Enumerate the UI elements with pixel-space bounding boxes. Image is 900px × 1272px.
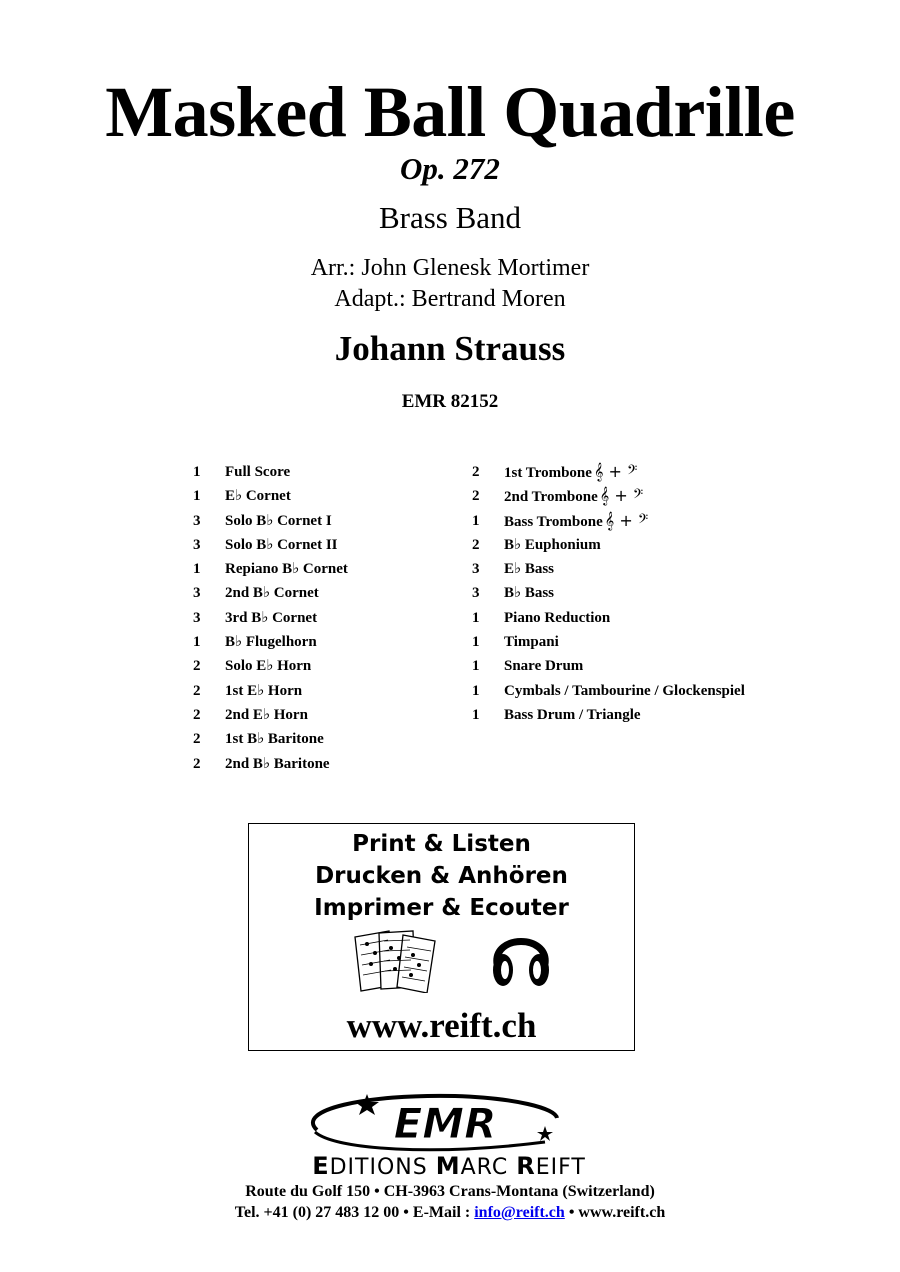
- part-name: [225, 583, 319, 603]
- part-name: [504, 535, 601, 555]
- logo-text: EMR: [393, 1099, 497, 1148]
- part-name: [225, 608, 317, 628]
- part-quantity: 2: [472, 488, 480, 505]
- part-row: [472, 681, 792, 705]
- part-row: [193, 608, 453, 632]
- part-row: [472, 462, 792, 486]
- part-quantity: 2: [472, 464, 480, 480]
- publisher-name-e: E: [312, 1152, 330, 1180]
- part-name: [504, 511, 648, 532]
- promo-line-2: Drucken & Anhören: [315, 863, 568, 889]
- part-row: [193, 462, 453, 486]
- part-row: [193, 656, 453, 680]
- part-row: [193, 583, 453, 607]
- part-name: [225, 486, 291, 506]
- clef-icon: 𝄞 + 𝄢: [604, 510, 649, 530]
- part-name: [504, 656, 583, 676]
- part-row: [193, 729, 453, 753]
- part-name-text: Snare Drum: [504, 658, 584, 675]
- publisher-name-arc: ARC: [460, 1155, 517, 1180]
- arranger: Arr.: John Glenesk Mortimer: [310, 255, 590, 281]
- part-name-text: B♭ Euphonium: [504, 536, 601, 553]
- part-quantity: 1: [193, 464, 201, 480]
- part-row: [193, 535, 453, 559]
- publisher-name-ditions: DITIONS: [329, 1155, 436, 1180]
- part-name: [504, 632, 559, 652]
- promo-line-3: Imprimer & Ecouter: [314, 895, 569, 921]
- part-quantity: 2: [193, 731, 201, 748]
- part-quantity: 1: [472, 706, 480, 723]
- print-listen-box: [248, 823, 635, 1051]
- part-name: [504, 583, 554, 603]
- sheet-music-icon: [351, 927, 441, 993]
- part-row: [472, 486, 792, 510]
- part-row: [472, 583, 792, 607]
- part-quantity: 3: [472, 561, 480, 578]
- part-name: [504, 681, 745, 701]
- part-row: [193, 632, 453, 656]
- part-quantity: 1: [472, 658, 480, 675]
- part-name-text: Piano Reduction: [504, 609, 611, 626]
- part-quantity: 3: [193, 512, 201, 529]
- part-quantity: 1: [193, 634, 201, 651]
- part-name: [225, 511, 332, 531]
- publisher-address: Route du Golf 150 • CH-3963 Crans-Montana (Switzerland): [245, 1183, 655, 1200]
- part-name-text: B♭ Bass: [504, 585, 555, 602]
- part-quantity: 1: [472, 609, 480, 626]
- part-row: [472, 656, 792, 680]
- part-row: [472, 608, 792, 632]
- clef-icon: 𝄞 + 𝄢: [593, 462, 638, 481]
- promo-website[interactable]: www.reift.ch: [346, 1006, 537, 1045]
- part-name-text: 2nd Trombone: [504, 489, 598, 506]
- part-name-text: B♭ Flugelhorn: [225, 634, 317, 651]
- part-quantity: 3: [193, 585, 201, 602]
- part-name-text: E♭ Cornet: [225, 488, 291, 505]
- composer: Johann Strauss: [334, 329, 566, 368]
- clef-icon: 𝄞 + 𝄢: [599, 486, 644, 506]
- part-row: [472, 511, 792, 535]
- part-name: [504, 559, 554, 579]
- part-row: [193, 754, 453, 778]
- part-row: [472, 559, 792, 583]
- part-name: [225, 535, 338, 555]
- part-name: [504, 486, 643, 507]
- part-name: [225, 462, 290, 482]
- publisher-name-eift: EIFT: [535, 1155, 586, 1180]
- part-quantity: 2: [193, 682, 201, 699]
- part-name-text: Repiano B♭ Cornet: [225, 561, 348, 578]
- part-name-text: 1st B♭ Baritone: [225, 731, 324, 748]
- part-quantity: 3: [193, 536, 201, 553]
- part-row: [193, 559, 453, 583]
- part-name-text: Solo E♭ Horn: [225, 658, 312, 675]
- part-name-text: Cymbals / Tambourine / Glockenspiel: [504, 682, 745, 699]
- part-name-text: Bass Trombone: [504, 513, 603, 530]
- part-quantity: 2: [193, 658, 201, 675]
- publisher-name: [253, 1154, 645, 1180]
- part-quantity: 2: [193, 755, 201, 772]
- part-name: [225, 705, 308, 725]
- part-name: [504, 705, 641, 725]
- part-quantity: 3: [193, 609, 201, 626]
- parts-list-right: [472, 462, 792, 729]
- part-name: [225, 559, 348, 579]
- headphones-icon: [489, 924, 553, 990]
- part-quantity: 1: [472, 682, 480, 699]
- part-name: [225, 632, 317, 652]
- part-quantity: 1: [193, 561, 201, 578]
- part-name: [504, 608, 610, 628]
- part-name: [225, 754, 330, 774]
- part-name: [504, 462, 637, 483]
- part-name-text: E♭ Bass: [504, 561, 555, 578]
- part-row: [193, 705, 453, 729]
- publisher-name-m: M: [435, 1152, 461, 1180]
- part-quantity: 2: [193, 706, 201, 723]
- part-row: [193, 681, 453, 705]
- part-name-text: 3rd B♭ Cornet: [225, 609, 318, 626]
- part-quantity: 1: [472, 512, 480, 529]
- part-name-text: Solo B♭ Cornet I: [225, 512, 332, 529]
- website-text[interactable]: • www.reift.ch: [564, 1204, 666, 1221]
- publisher-contact: [0, 1203, 900, 1223]
- adapter: Adapt.: Bertrand Moren: [334, 286, 566, 312]
- catalog-number: EMR 82152: [401, 391, 499, 412]
- email-link[interactable]: info@reift.ch: [474, 1204, 565, 1221]
- part-quantity: 1: [193, 488, 201, 505]
- part-name: [225, 656, 311, 676]
- parts-list-left: [193, 462, 453, 778]
- part-name-text: Bass Drum / Triangle: [504, 706, 641, 723]
- part-name-text: 2nd B♭ Baritone: [225, 755, 330, 772]
- score-title: Masked Ball Quadrille: [105, 72, 795, 152]
- part-name-text: 1st E♭ Horn: [225, 682, 303, 699]
- part-row: [193, 486, 453, 510]
- part-name-text: 2nd B♭ Cornet: [225, 585, 319, 602]
- part-row: [472, 535, 792, 559]
- part-name-text: Solo B♭ Cornet II: [225, 536, 338, 553]
- ensemble-type: Brass Band: [378, 200, 522, 235]
- part-row: [472, 632, 792, 656]
- part-row: [472, 705, 792, 729]
- phone-text: Tel. +41 (0) 27 483 12 00 • E-Mail :: [234, 1204, 475, 1221]
- part-name: [225, 681, 302, 701]
- part-quantity: 1: [472, 634, 480, 651]
- part-name-text: 1st Trombone: [504, 465, 592, 481]
- promo-line-1: Print & Listen: [352, 831, 531, 857]
- part-row: [193, 511, 453, 535]
- part-name-text: 2nd E♭ Horn: [225, 706, 308, 723]
- part-quantity: 3: [472, 585, 480, 602]
- publisher-name-r: R: [516, 1152, 536, 1180]
- opus-number: Op. 272: [400, 151, 500, 186]
- part-name-text: Full Score: [225, 464, 291, 480]
- part-quantity: 2: [472, 536, 480, 553]
- part-name-text: Timpani: [504, 634, 559, 651]
- part-name: [225, 729, 324, 749]
